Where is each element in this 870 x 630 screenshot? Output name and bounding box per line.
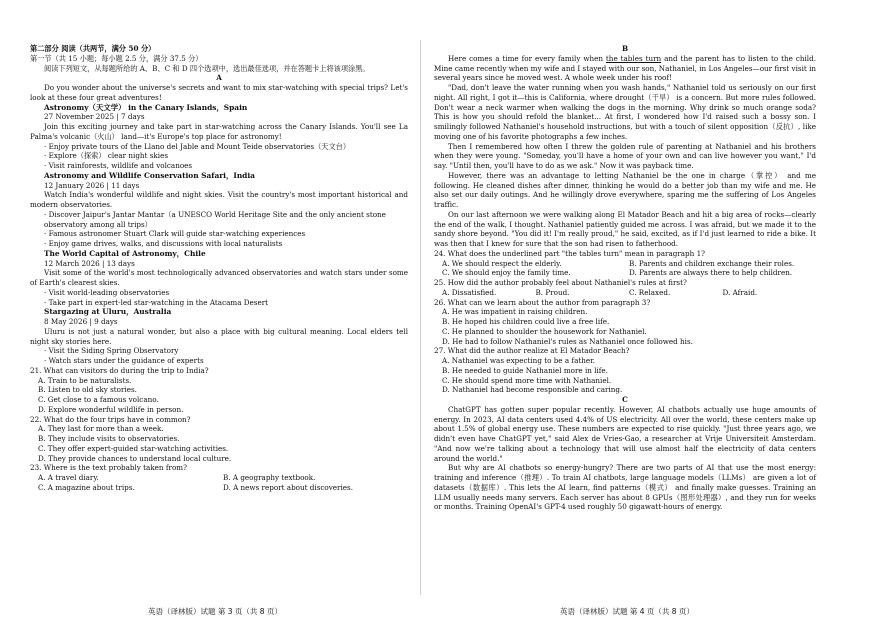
option: B. Parents and children exchange their roles.	[629, 258, 795, 268]
page-footer-left: 英语（译林版）试题 第 3 页（共 8 页）	[148, 607, 282, 616]
passage-c-paragraph: But why are AI chatbots so energy-hungry? There are two parts of AI that use the most energy: training and inference（推理）. To train AI chatbots, large language models（LLMs） are given a lot of datasets（数据库）. This lets the AI learn, find patterns（模式） and finally make guesses. Training an LLM usually needs many servers. Each server has about 8 GPUs（图形处理器）, and they run for weeks or months. Training OpenAI's GPT-4 used roughly 50 gigawatt-hours of energy.	[434, 463, 816, 512]
option: D. He had to follow Nathaniel's rules as Nathaniel once followed his.	[442, 336, 693, 346]
trip-description: Uluru is not just a natural wonder, but also a place with big cultural meaning. Local elders tell night sky stories here.	[30, 326, 408, 346]
question-stem: 21. What can visitors do during the trip to India?	[30, 365, 209, 375]
trip-bullet: · Watch stars under the guidance of experts	[44, 356, 204, 365]
option-row	[434, 288, 816, 298]
trip-bullet: · Enjoy game drives, walks, and discussions with local naturalists	[44, 239, 283, 248]
option: D. Explore wonderful wildlife in person.	[38, 404, 184, 414]
passage-b-paragraph: On our last afternoon we were walking along El Matador Beach and hit a big area of rocks—clearly the end of the walk, I thought. Nathaniel patiently guided me across. I was afraid, but we made it to the sandy shore beyond. "You did it! I'm really proud," he said, excited, as if I'd just learned to ride a bike. It was then that I knew for sure that the son had risen to fatherhood.	[434, 209, 816, 248]
option: D. They provide chances to understand local culture.	[38, 453, 232, 463]
question-stem: 25. How did the author probably feel about Nathaniel's rules at first?	[434, 278, 687, 287]
trip-bullet: · Take part in expert-led star-watching in the Atacama Desert	[44, 297, 269, 307]
passage-b-paragraph: Then I remembered how often I threw the golden rule of parenting at Nathaniel and his brothers when they were young. "Someday, you'll have a home of your own and can live however you want," I'd say. "Until then, you'll have to do as we ask." Now it was payback time.	[434, 141, 816, 170]
trip-title: Astronomy and Wildlife Conservation Safari，India	[44, 170, 255, 180]
option: C. Get close to a famous volcano.	[38, 395, 159, 404]
passage-a-intro: Do you wonder about the universe's secrets and want to mix star-watching with special trips? Let's look at these four great adventures!	[30, 83, 408, 102]
right-column	[434, 44, 816, 512]
trip-date: 12 March 2026 | 13 days	[44, 258, 135, 268]
trip-description: Visit some of the world's most technologically advanced observatories and watch stars under some of Earth's clearest skies.	[30, 268, 408, 287]
question-stem: 26. What can we learn about the author from paragraph 3?	[434, 297, 651, 307]
trip-title: Astronomy（天文学） in the Canary Islands，Spain	[44, 102, 248, 112]
option: B. He hoped his children could live a free life.	[442, 317, 610, 326]
option: B. A geography textbook.	[223, 473, 316, 482]
trip-bullet: · Visit rainforests, wildlife and volcanoes	[44, 161, 193, 170]
option: A. They last for more than a week.	[38, 424, 164, 434]
option: A. Dissatisfied.	[442, 287, 497, 297]
option: C. He should spend more time with Nathaniel.	[442, 375, 612, 385]
option: B. He needed to guide Nathaniel more in life.	[442, 365, 608, 375]
passage-c-label: C	[622, 395, 628, 404]
option: D. Afraid.	[722, 287, 758, 297]
question-stem: 24. What does the underlined part "the tables turn" mean in paragraph 1?	[434, 248, 705, 258]
trip-description: Watch India's wonderful wildlife and night skies. Visit the country's most important historical and modern observatories.	[30, 190, 408, 209]
trip-title: The World Capital of Astronomy，Chile	[44, 248, 206, 258]
trip-bullet: · Visit world-leading observatories	[44, 287, 170, 297]
option: A. We should respect the elderly.	[442, 258, 562, 268]
option: D. Parents are always there to help children.	[629, 268, 793, 278]
trip-date: 12 January 2026 | 11 days	[44, 180, 140, 190]
trip-bullet: · Visit the Siding Spring Observatory	[44, 346, 179, 356]
instructions: 阅读下列短文，从每题所给的 A、B、C 和 D 四个选项中，选出最佳选项，并在答题卡上将该项涂黑。	[44, 63, 370, 73]
option: C. We should enjoy the family time.	[442, 268, 571, 278]
text-run: and the parent has to listen to the child. Mine came recently when my wife and I stayed with our son, Nathaniel, in Los Angeles—our first visit in several years since he moved west. A whole week under his roof!	[434, 53, 816, 83]
trip-date: 27 November 2025 | 7 days	[44, 112, 145, 122]
trip-bullet: · Explore（探索） clear night skies	[44, 151, 169, 161]
option: B. They include visits to observatories.	[38, 434, 180, 443]
option: A. He was impatient in raising children.	[442, 307, 588, 317]
passage-b-paragraph: However, there was an advantage to letting Nathaniel be the one in charge（掌控） and me following. He cleaned dishes after dinner, thinking he would do a better job than my wife and me. He also set our daily outings. And he willingly drove everywhere, sparing me the suffering of Los Angeles traffic.	[434, 170, 816, 209]
page-footer-right: 英语（译林版）试题 第 4 页（共 8 页）	[560, 607, 694, 616]
option-row	[30, 473, 408, 483]
option: A. A travel diary.	[38, 473, 99, 482]
question-stem: 27. What did the author realize at El Matador Beach?	[434, 346, 630, 356]
trip-bullet: · Discover Jaipur's Jantar Mantar（a UNESCO World Heritage Site and the only ancient stone observatory among all trips）	[44, 209, 386, 229]
left-column	[30, 44, 408, 493]
part-title: 第二部分 阅读（共两节，满分 50 分）	[30, 44, 156, 53]
passage-b-paragraph: "Dad, don't leave the water running when you wash hands," Nathaniel told us seriously on our first night. All right, I got it—this is California, where drought（干旱） is a concern. But more rules followed. Don't wear a neck warmer when walking the dogs in the morning. Why drink so much orange soda? This is how you should refold the blanket... At first, I wondered how I'd raised such a bossy son. I smilingly followed Nathaniel's household instructions, but with a touch of silent opposition（反抗）, like moving one of his favorite photographs a few inches.	[434, 83, 816, 141]
option: C. They offer expert-guided star-watching activities.	[38, 443, 229, 453]
option: D. Nathaniel had become responsible and caring.	[442, 385, 623, 395]
option: A. Nathaniel was expecting to be a father.	[442, 356, 596, 365]
trip-description: Join this exciting journey and take part in star-watching across the Canary Islands. You'll see La Palma's volcanic（火山） land—it's Europe's top place for astronomy!	[30, 122, 408, 141]
option: C. A magazine about trips.	[38, 482, 135, 492]
passage-b-label: B	[621, 44, 629, 53]
question-stem: 23. Where is the text probably taken from?	[30, 463, 187, 473]
section-title: 第一节（共 15 小题；每小题 2.5 分，满分 37.5 分）	[30, 53, 203, 63]
option: B. Listen to old sky stories.	[38, 385, 137, 395]
trip-bullet: · Enjoy private tours of the Llano del Jable and Mount Teide observatories（天文台）	[44, 141, 351, 151]
option: C. He planned to shoulder the housework for Nathaniel.	[442, 326, 647, 336]
trip-title: Stargazing at Uluru，Australia	[44, 307, 172, 317]
passage-a-label: A	[216, 73, 222, 83]
option: B. Proud.	[535, 287, 570, 297]
option-row	[30, 483, 408, 493]
question-stem: 22. What do the four trips have in common?	[30, 414, 191, 424]
underlined-phrase: the tables turn	[605, 53, 662, 63]
option-row	[434, 259, 816, 269]
option: A. Train to be naturalists.	[38, 375, 132, 385]
option: D. A news report about discoveries.	[223, 482, 354, 492]
option: C. Relaxed.	[629, 287, 671, 297]
column-divider	[420, 40, 421, 595]
trip-date: 8 May 2026 | 9 days	[44, 317, 118, 326]
text-run: Here comes a time for every family when	[448, 53, 606, 63]
passage-c-paragraph: ChatGPT has gotten super popular recently. However, AI chatbots actually use huge amounts of energy. In 2023, AI data centers used 4.4% of US electricity. All over the world, these centers make up about 1.5% of global energy use. These numbers are expected to rise quickly. "Just three years ago, we didn't even have ChatGPT yet," said Alex de Vries-Gao, a researcher at Vrije Universiteit Amsterdam. "And now we're talking about a technology that will use almost half the electricity of data centers around the world."	[434, 404, 816, 463]
option-row	[434, 268, 816, 278]
passage-b-paragraph	[434, 54, 816, 83]
trip-bullet: · Famous astronomer Stuart Clark will guide star-watching experiences	[44, 229, 306, 239]
